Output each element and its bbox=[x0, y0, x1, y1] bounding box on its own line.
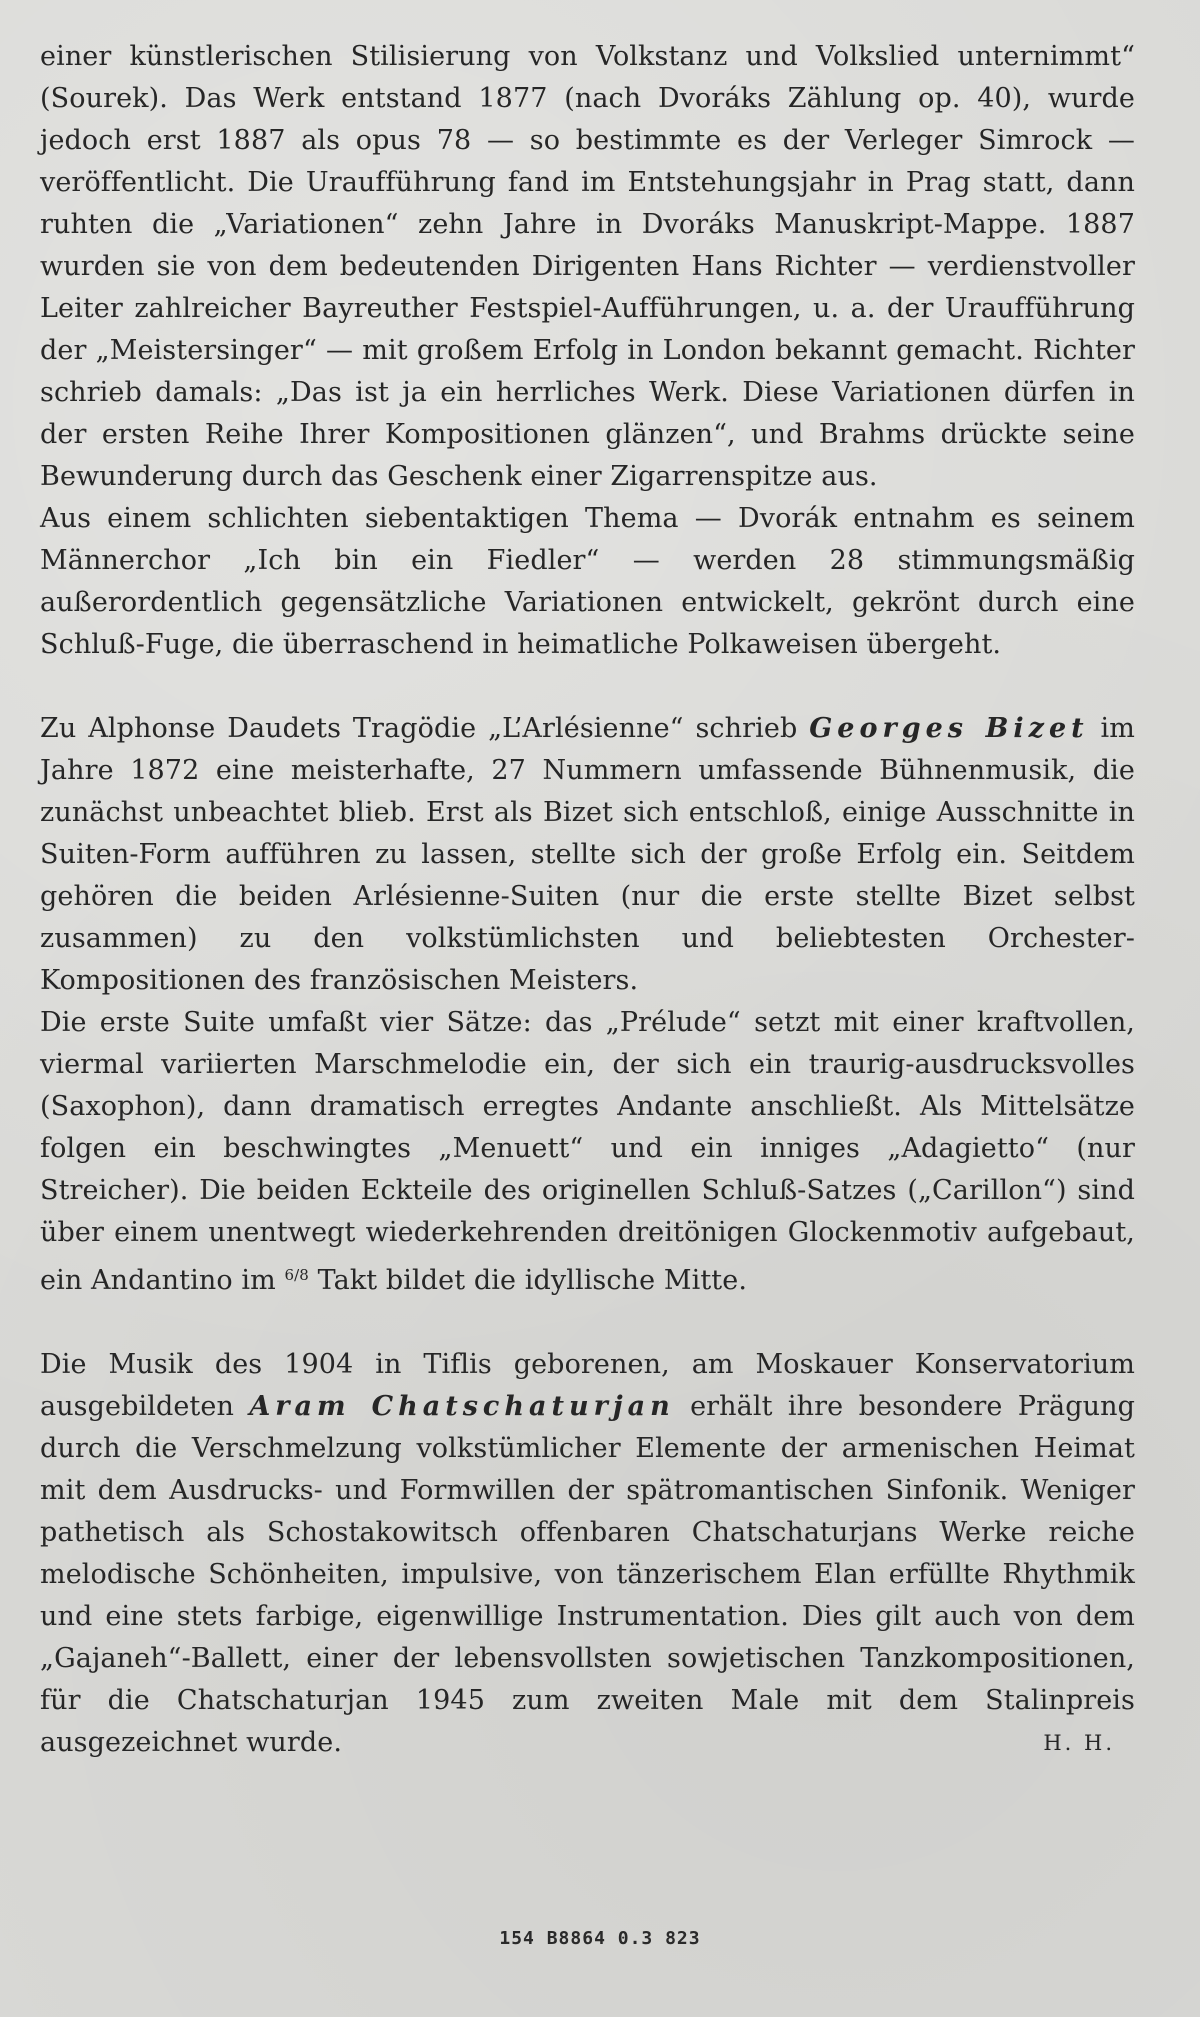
composer-name-bizet: Georges Bizet bbox=[809, 713, 1089, 744]
paragraph-bizet-intro bbox=[40, 708, 1135, 1002]
catalog-number: 154 B8864 0.3 823 bbox=[499, 1928, 701, 1949]
paragraph-chatschaturjan bbox=[40, 1344, 1135, 1764]
paragraph-bizet-suite bbox=[40, 1002, 1135, 1302]
time-signature: 6/8 bbox=[284, 1266, 309, 1284]
suite-text-before: Die erste Suite umfaßt vier Sätze: das „Prélude“ setzt mit einer kraftvollen, viermal variierten Marschmelodie ein, der sich ein traurig-ausdrucksvolles (Saxophon), dann dramatisch erregtes Andante anschließt. Als Mittelsätze folgen ein beschwingtes „Menuett“ und ein inniges „Adagietto“ (nur Streicher). Die beiden Eckteile des originellen Schluß-Satzes („Carillon“) sind über einem unentwegt wiederkehrenden dreitönigen Glockenmotiv aufgebaut, ein Andantino im bbox=[40, 1007, 1135, 1296]
chatschaturjan-text-before: Die Musik des 1904 in Tiflis geborenen, am Moskauer Konservatorium ausgebildeten bbox=[40, 1349, 1135, 1422]
chatschaturjan-text-after: erhält ihre besondere Prägung durch die Verschmelzung volkstümlicher Elemente der armenischen Heimat mit dem Ausdrucks- und Formwillen der spätromantischen Sinfonik. Weniger pathetisch als Schostakowitsch offenbaren Chatschaturjans Werke reiche melodische Schönheiten, impulsive, von tänzerischem Elan erfüllte Rhythmik und eine stets farbige, eigenwillige Instrumentation. Dies gilt auch von dem „Gajaneh“-Ballett, einer der lebensvollsten sowjetischen Tanzkompositionen, für die Chatschaturjan 1945 zum zweiten Male mit dem Stalinpreis ausgezeichnet wurde. bbox=[40, 1391, 1135, 1758]
suite-text-after: Takt bildet die idyllische Mitte. bbox=[308, 1265, 748, 1296]
author-signature: H. H. bbox=[1043, 1731, 1115, 1755]
composer-name-chatschaturjan: Aram Chatschaturjan bbox=[249, 1391, 675, 1422]
bizet-text-before: Zu Alphonse Daudets Tragödie „L’Arlésienne“ schrieb bbox=[40, 713, 810, 744]
bizet-text-after: im Jahre 1872 eine meisterhafte, 27 Nummern umfassende Bühnenmusik, die zunächst unbeachtet blieb. Erst als Bizet sich entschloß, einige Ausschnitte in Suiten-Form aufführen zu lassen, stellte sich der große Erfolg ein. Seitdem gehören die beiden Arlésienne-Suiten (nur die erste stellte Bizet selbst zusammen) zu den volkstümlichsten und beliebtesten Orchester-Kompositionen des französischen Meisters. bbox=[40, 713, 1135, 996]
paragraph-dvorak-history: einer künstlerischen Stilisierung von Volkstanz und Volkslied unternimmt“ (Sourek). Das Werk entstand 1877 (nach Dvoráks Zählung op. 40), wurde jedoch erst 1887 als opus 78 — so bestimmte es der Verleger Simrock — veröffentlicht. Die Uraufführung fand im Entstehungsjahr in Prag statt, dann ruhten die „Variationen“ zehn Jahre in Dvoráks Manuskript-Mappe. 1887 wurden sie von dem bedeutenden Dirigenten Hans Richter — verdienstvoller Leiter zahlreicher Bayreuther Festspiel-Aufführungen, u. a. der Uraufführung der „Meistersinger“ — mit großem Erfolg in London bekannt gemacht. Richter schrieb damals: „Das ist ja ein herrliches Werk. Diese Variationen dürfen in der ersten Reihe Ihrer Kompositionen glänzen“, und Brahms drückte seine Bewunderung durch das Geschenk einer Zigarrenspitze aus. bbox=[40, 41, 1135, 492]
liner-notes-text bbox=[40, 36, 1135, 1764]
paragraph-dvorak-theme: Aus einem schlichten siebentaktigen Thema — Dvorák entnahm es seinem Männerchor „Ich bin ein Fiedler“ — werden 28 stimmungsmäßig außerordentlich gegensätzliche Variationen entwickelt, gekrönt durch eine Schluß-Fuge, die überraschend in heimatliche Polkaweisen übergeht. bbox=[40, 503, 1135, 660]
